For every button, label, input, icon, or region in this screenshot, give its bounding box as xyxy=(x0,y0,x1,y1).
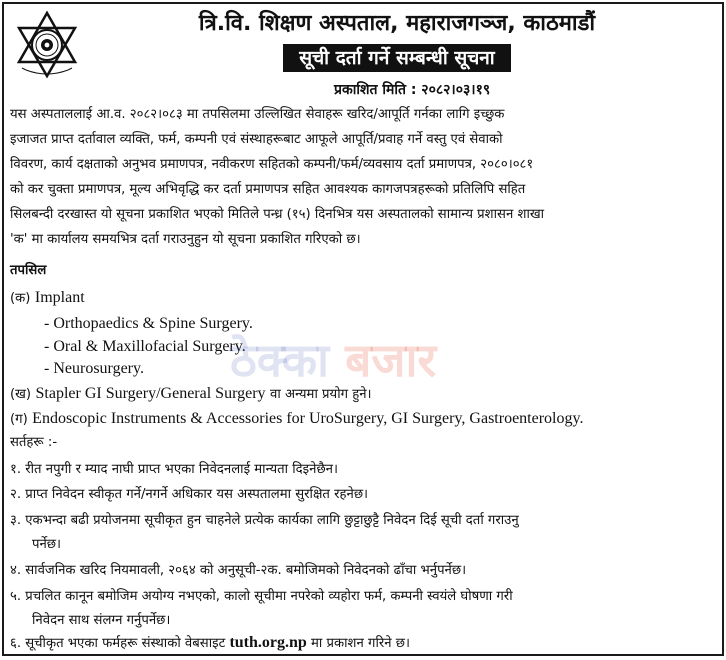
condition-item-line: पर्नेछ। xyxy=(32,537,62,552)
intro-line: यस अस्पताललाई आ.व. २०८२।०८३ मा तपसिलमा उल्लिखित सेवाहरू खरिद/आपूर्ति गर्नका लागि इच्छुक xyxy=(10,107,505,122)
notice-title: सूची दर्ता गर्ने सम्बन्धी सूचना xyxy=(283,44,510,72)
detail-subitem: - Oral & Maxillofacial Surgery. xyxy=(44,338,246,355)
intro-line: विवरण, कार्य दक्षताको अनुभव प्रमाणपत्र, नवीकरण सहितको कम्पनी/फर्म/व्यवसाय दर्ता प्रमाणपत्र, २०८०।०८१ xyxy=(10,157,534,172)
intro-line: 'क' मा कार्यालय समयभित्र दर्ता गराउनुहुन यो सूचना प्रकाशित गरिएको छ। xyxy=(10,232,361,247)
condition-item-line: ५. प्रचलित कानून बमोजिम अयोग्य नभएको, कालो सूचीमा नपरेको व्यहोरा फर्म, कम्पनी स्वयंले घोषणा गरी xyxy=(10,589,513,604)
detail-item-c-label: Endoscopic Instruments & Accessories for UroSurgery, GI Surgery, Gastroenterology. xyxy=(32,410,584,427)
detail-item-b-suffix: वा अन्यमा प्रयोग हुने। xyxy=(270,387,372,402)
condition-item xyxy=(10,509,519,557)
detail-subitem: - Neurosurgery. xyxy=(44,360,144,377)
condition-item-6-prefix: ६. सूचीकृत भएका फर्महरू संस्थाको वेबसाइट xyxy=(10,636,226,651)
condition-item: १. रीत नपुगी र म्याद नाघी प्राप्त भएका निवेदनलाई मान्यता दिइनेछैन। xyxy=(10,462,339,477)
condition-item-line: ३. एकभन्दा बढी प्रयोजनमा सूचीकृत हुन चाहनेले प्रत्येक कार्यका लागि छुट्टाछुट्टै निवेदन दिई सूची दर्ता गराउनु xyxy=(10,513,519,528)
detail-subitem: - Orthopaedics & Spine Surgery. xyxy=(44,315,253,332)
condition-item: ४. सार्वजनिक खरिद नियमावली, २०६४ को अनुसूची-२क. बमोजिमको निवेदनको ढाँचा भर्नुपर्नेछ। xyxy=(10,563,467,578)
intro-line: इजाजत प्राप्त दर्तावाल व्यक्ति, फर्म, कम्पनी एवं संस्थाहरूबाट आफूले आपूर्ति/प्रवाह गर्ने वस्तु एवं सेवाको xyxy=(10,132,503,147)
condition-item-line: निवेदन साथ संलग्न गर्नुपर्नेछ। xyxy=(32,613,171,628)
detail-item-b-label: Stapler GI Surgery/General Surgery xyxy=(35,385,266,402)
notice-title-wrap xyxy=(92,44,702,72)
watermark-part-2: बजार xyxy=(345,333,437,387)
intro-line: को कर चुक्ता प्रमाणपत्र, मूल्य अभिवृद्धि कर दर्ता प्रमाणपत्र सहित आवश्यक कागजपत्रहरूको प्रतिलिपि सहित xyxy=(10,182,526,197)
conditions-heading: सर्तहरू :- xyxy=(10,435,58,450)
detail-item-b-marker: (ख) xyxy=(10,387,32,402)
details-heading: तपसिल xyxy=(10,263,47,278)
published-date: प्रकाशित मिति : २०८२।०३।१९ xyxy=(334,82,491,98)
detail-item-a-marker: (क) xyxy=(10,291,31,306)
condition-item: २. प्राप्त निवेदन स्वीकृत गर्ने/नगर्ने अधिकार यस अस्पतालमा सुरक्षित रहनेछ। xyxy=(10,487,369,502)
detail-item-c xyxy=(10,408,583,431)
watermark xyxy=(230,328,436,390)
watermark-part-1: ठेक्का xyxy=(230,333,330,387)
condition-item xyxy=(10,632,410,655)
hospital-emblem-logo xyxy=(12,10,82,80)
detail-item-a-label: Implant xyxy=(34,289,85,306)
notice-frame xyxy=(2,2,724,656)
detail-item-a xyxy=(10,287,85,310)
condition-item-6-suffix: मा प्रकाशन गरिने छ। xyxy=(311,636,411,651)
intro-paragraph xyxy=(10,102,716,252)
detail-item-c-marker: (ग) xyxy=(10,412,28,427)
intro-line: सिलबन्दी दरखास्त यो सूचना प्रकाशित भएको मितिले पन्ध्र (१५) दिनभित्र यस अस्पतालको सामान्य प्रशासन शाखा xyxy=(10,207,545,222)
hospital-name-title: त्रि.वि. शिक्षण अस्पताल, महाराजगञ्ज, काठमाडौं xyxy=(198,11,596,36)
website-link[interactable]: tuth.org.np xyxy=(229,634,307,651)
condition-item xyxy=(10,585,513,633)
